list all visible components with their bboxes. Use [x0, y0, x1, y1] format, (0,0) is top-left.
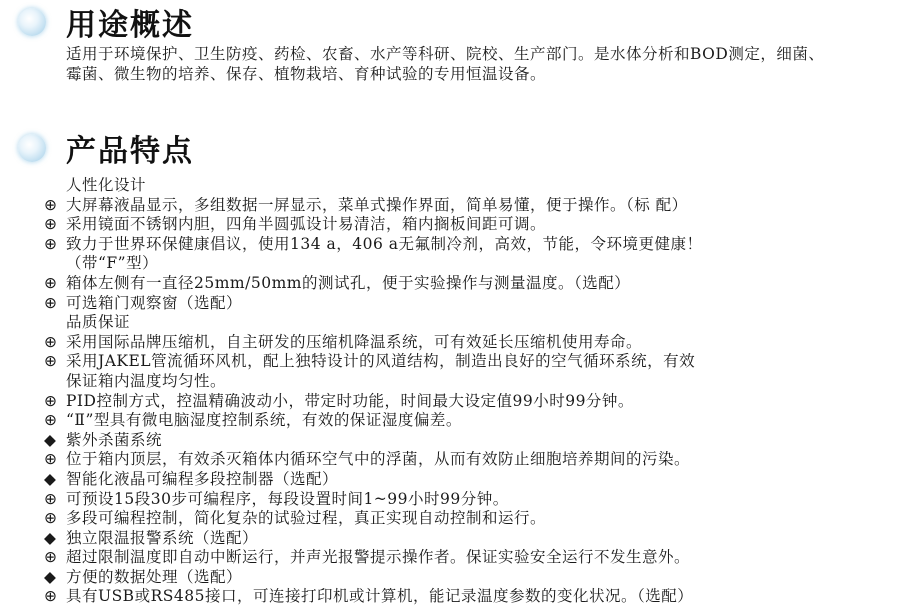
list-item: ⊕ 大屏幕液晶显示，多组数据一屏显示，菜单式操作界面，简单易懂，便于操作。（标 配）	[44, 195, 688, 214]
diamond-bullet-icon: ◆	[44, 567, 56, 586]
list-item: ⊕ 具有USB或RS485接口，可连接打印机或计算机，能记录温度参数的变化状况。（选配）	[44, 587, 694, 606]
list-item: ◆ 紫外杀菌系统	[44, 430, 163, 449]
diamond-bullet-icon: ◆	[44, 469, 56, 488]
list-item: ⊕ 可选箱门观察窗（选配）	[44, 293, 243, 312]
circle-plus-icon: ⊕	[44, 411, 57, 430]
list-item-continuation: （带“F”型）	[66, 254, 159, 273]
circle-bullet-icon	[18, 134, 46, 162]
list-item: ◆ 独立限温报警系统（选配）	[44, 528, 259, 547]
list-item: ⊕ 采用JAKEL管流循环风机，配上独特设计的风道结构，制造出良好的空气循环系统，有效	[44, 352, 696, 371]
circle-plus-icon: ⊕	[44, 548, 57, 567]
usage-description: 适用于环境保护、卫生防疫、药检、农畜、水产等科研、院校、生产部门。是水体分析和BOD测定，细菌、霉菌、微生物的培养、保存、植物栽培、育种试验的专用恒温设备。	[66, 45, 825, 83]
list-item	[44, 176, 896, 196]
circle-plus-icon: ⊕	[44, 273, 57, 292]
list-item: ⊕ 可预设15段30步可编程序，每段设置时间1~99小时99分钟。	[44, 489, 509, 508]
list-item: ⊕ 超过限制温度即自动中断运行，并声光报警提示操作者。保证实验安全运行不发生意外。	[44, 548, 691, 567]
list-item: ◆ 方便的数据处理（选配）	[44, 567, 243, 586]
circle-plus-icon: ⊕	[44, 234, 57, 253]
section-title-usage: 用途概述	[66, 8, 194, 43]
list-item: ⊕ 多段可编程控制，简化复杂的试验过程，真正实现自动控制和运行。	[44, 509, 547, 528]
circle-plus-icon: ⊕	[44, 332, 57, 351]
list-item: ⊕ 致力于世界环保健康倡议，使用134 a，406 a无氟制冷剂，高效，节能，令环境更健康！	[44, 234, 703, 253]
list-item: ⊕ 箱体左侧有一直径25mm/50mm的测试孔，便于实验操作与测量温度。（选配）	[44, 273, 631, 292]
subheading-quality: 品质保证	[66, 313, 131, 332]
diamond-bullet-icon: ◆	[44, 430, 56, 449]
section-title-features: 产品特点	[66, 134, 194, 169]
list-item: ⊕ PID控制方式，控温精确波动小，带定时功能，时间最大设定值99小时99分钟。	[44, 391, 634, 410]
circle-plus-icon: ⊕	[44, 489, 57, 508]
circle-plus-icon: ⊕	[44, 587, 57, 606]
circle-plus-icon: ⊕	[44, 215, 57, 234]
circle-plus-icon: ⊕	[44, 450, 57, 469]
list-item: ◆ 智能化液晶可编程多段控制器（选配）	[44, 469, 339, 488]
feature-list	[44, 176, 896, 607]
circle-bullet-icon	[18, 8, 46, 36]
section-header-features	[18, 128, 194, 168]
list-item-continuation: 保证箱内温度均匀性。	[66, 371, 227, 390]
circle-plus-icon: ⊕	[44, 391, 57, 410]
circle-plus-icon: ⊕	[44, 509, 57, 528]
circle-plus-icon: ⊕	[44, 195, 57, 214]
subheading-user-design: 人性化设计	[66, 176, 147, 194]
list-item: ⊕ 采用镜面不锈钢内胆，四角半圆弧设计易清洁，箱内搁板间距可调。	[44, 215, 547, 234]
list-item: ⊕ “Ⅱ”型具有微电脑湿度控制系统，有效的保证湿度偏差。	[44, 411, 462, 430]
list-item: ⊕ 位于箱内顶层，有效杀灭箱体内循环空气中的浮菌，从而有效防止细胞培养期间的污染。	[44, 450, 691, 469]
circle-plus-icon: ⊕	[44, 352, 57, 371]
circle-plus-icon: ⊕	[44, 293, 57, 312]
list-item	[44, 313, 896, 333]
diamond-bullet-icon: ◆	[44, 528, 56, 547]
list-item: ⊕ 采用国际品牌压缩机，自主研发的压缩机降温系统，可有效延长压缩机使用寿命。	[44, 332, 643, 351]
section-header-usage	[18, 2, 194, 42]
